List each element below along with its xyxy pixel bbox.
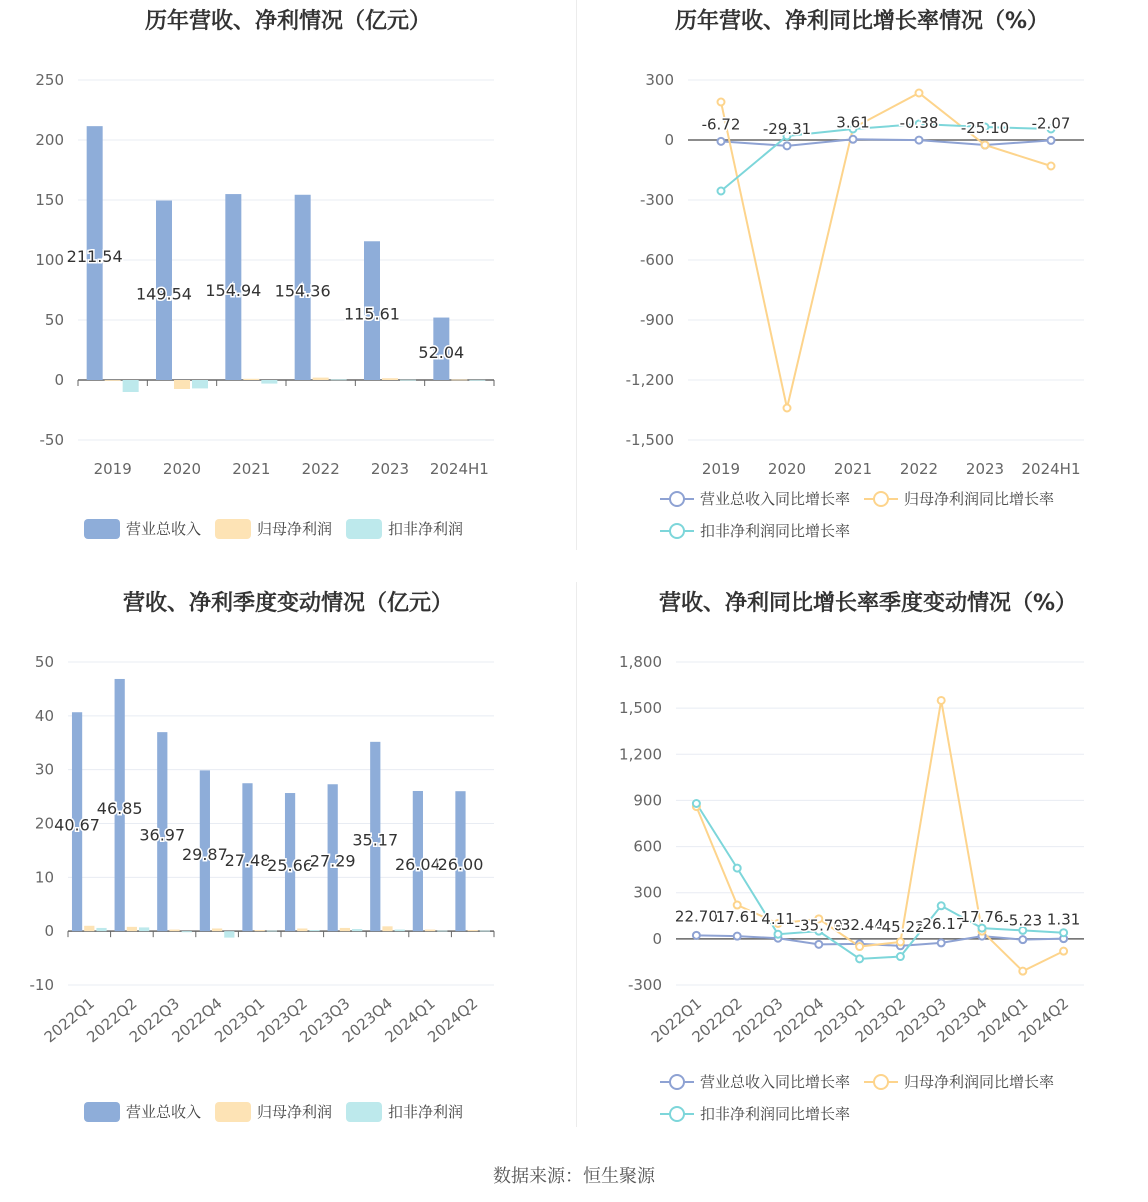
bar-net-profit (84, 926, 94, 931)
data-point-net-profit-growth (718, 99, 725, 106)
x-tick-label: 2024H1 (429, 460, 489, 478)
chart-title: 历年营收、净利同比增长率情况（%） (674, 9, 1050, 34)
bar-net-profit (105, 380, 121, 381)
bar-net-profit (255, 930, 265, 931)
legend-swatch-net-profit (215, 519, 251, 539)
data-point-revenue-growth (1019, 936, 1026, 943)
legend-item-net-profit-growth[interactable] (864, 1071, 1054, 1092)
legend-swatch-revenue (84, 1102, 120, 1122)
x-tick-label: 2023Q3 (296, 994, 354, 1047)
y-tick-label: 150 (35, 191, 64, 209)
y-tick-label: -900 (639, 311, 674, 329)
bar-net-profit (297, 928, 307, 931)
x-tick-label: 2021 (232, 460, 271, 478)
bar-deducted-profit (480, 931, 490, 932)
legend-label: 营业总收入同比增长率 (700, 1073, 851, 1091)
data-label: 25.66 (267, 856, 313, 876)
legend-label: 归母净利润同比增长率 (904, 490, 1055, 508)
data-label: 115.61 (344, 304, 400, 324)
y-tick-label: 1,200 (619, 745, 662, 764)
bar-net-profit (468, 930, 478, 931)
bar-net-profit (382, 378, 398, 380)
data-label: -32.44 (835, 915, 884, 934)
bar-deducted-profit (139, 927, 149, 931)
x-tick-label: 2024Q2 (1014, 994, 1073, 1047)
bar-deducted-profit (96, 928, 106, 931)
data-label: 27.48 (224, 851, 271, 871)
legend-item-net-profit-growth[interactable] (864, 488, 1054, 509)
y-tick-label: 40 (34, 706, 54, 725)
x-tick-label: 2019 (93, 460, 132, 478)
data-label: -45.22 (876, 917, 925, 936)
data-label: -29.31 (762, 119, 812, 138)
bar-deducted-profit (267, 931, 277, 932)
legend-label: 归母净利润 (257, 1103, 333, 1121)
y-tick-label: 0 (44, 922, 54, 941)
legend (84, 1101, 477, 1122)
x-tick-label: 2019 (701, 460, 741, 478)
legend-symbol-revenue-growth (660, 1072, 694, 1092)
data-label: 149.54 (136, 284, 192, 304)
y-tick-label: 1,500 (619, 699, 662, 718)
y-tick-label: -300 (639, 191, 674, 209)
data-point-net-profit-growth (916, 90, 923, 97)
annual-growth-panel (576, 0, 1148, 560)
x-tick-label: 2024Q2 (424, 994, 482, 1047)
y-tick-label: 250 (35, 71, 64, 89)
legend-label: 扣非净利润同比增长率 (700, 522, 851, 540)
y-tick-label: -1,500 (625, 431, 674, 449)
legend-label: 营业总收入同比增长率 (700, 490, 851, 508)
legend-label: 扣非净利润 (388, 1103, 464, 1121)
y-tick-label: 50 (44, 311, 64, 329)
legend-symbol-deducted-growth (660, 1104, 694, 1124)
x-tick-label: 2023Q2 (851, 994, 909, 1047)
data-point-net-profit-growth (982, 142, 989, 149)
data-point-net-profit-growth (856, 943, 863, 950)
data-point-revenue-growth (938, 939, 945, 946)
legend-swatch-deducted-profit (346, 519, 382, 539)
x-tick-label: 2022Q2 (688, 994, 746, 1047)
x-tick-label: 2023Q2 (253, 994, 311, 1047)
bar-deducted-profit (192, 380, 208, 388)
data-label: -2.07 (1031, 114, 1071, 133)
data-label: 17.76 (960, 908, 1004, 927)
data-point-net-profit-growth (1019, 968, 1026, 975)
legend-label: 归母净利润 (257, 520, 333, 538)
y-tick-label: -300 (627, 976, 662, 994)
data-point-deducted-growth (856, 955, 863, 962)
legend (660, 1071, 1120, 1124)
x-tick-label: 2020 (767, 460, 807, 478)
data-label: 3.61 (836, 113, 870, 132)
quarterly-values-chart (0, 632, 576, 1132)
legend-label: 营业总收入 (126, 520, 202, 538)
y-tick-label: -50 (39, 431, 64, 449)
bar-deducted-profit (395, 930, 405, 932)
data-label: 40.67 (54, 815, 100, 835)
y-tick-label: 0 (652, 929, 662, 948)
y-tick-label: 300 (645, 71, 674, 89)
x-tick-label: 2024Q1 (974, 994, 1032, 1047)
x-tick-label: 2022Q1 (647, 994, 705, 1047)
bar-deducted-profit (352, 929, 362, 931)
data-point-revenue-growth (734, 933, 741, 940)
quarterly-values-panel (0, 582, 576, 1142)
y-tick-label: 300 (633, 883, 662, 902)
bar-net-profit (313, 378, 329, 380)
legend-label: 扣非净利润同比增长率 (700, 1105, 851, 1123)
legend-swatch-net-profit (215, 1102, 251, 1122)
x-tick-label: 2024Q1 (381, 994, 439, 1047)
legend-symbol-net-profit-growth (864, 489, 898, 509)
x-tick-label: 2021 (833, 460, 873, 478)
x-tick-label: 2022 (301, 460, 340, 478)
bar-deducted-profit (400, 380, 416, 381)
data-label: 46.85 (96, 799, 143, 819)
data-point-revenue-growth (784, 142, 791, 149)
y-tick-label: 0 (664, 131, 674, 149)
x-tick-label: 2023 (965, 460, 1005, 478)
data-label: 1.31 (1046, 910, 1081, 929)
data-point-revenue-growth (718, 138, 725, 145)
legend-symbol-deducted-growth (660, 521, 694, 541)
chart-title: 历年营收、净利情况（亿元） (144, 9, 431, 34)
data-label: 22.70 (674, 907, 718, 926)
bar-net-profit (425, 930, 435, 932)
x-tick-label: 2022Q4 (168, 994, 226, 1047)
bar-net-profit (212, 928, 222, 931)
data-point-deducted-growth (693, 800, 700, 807)
data-point-deducted-growth (775, 931, 782, 938)
x-tick-label: 2024H1 (1021, 460, 1081, 478)
x-tick-label: 2020 (162, 460, 202, 478)
quarterly-growth-panel (576, 582, 1148, 1142)
data-label: 36.97 (139, 825, 186, 845)
data-label: 211.54 (66, 247, 123, 267)
data-label: -35.70 (794, 916, 843, 935)
bar-deducted-profit (309, 930, 319, 931)
data-point-deducted-growth (938, 902, 945, 909)
data-label: -6.72 (701, 115, 741, 134)
legend-item-deducted-profit[interactable] (346, 518, 463, 539)
legend-item-net-profit[interactable] (215, 1101, 332, 1122)
legend-swatch-deducted-profit (346, 1102, 382, 1122)
bar-net-profit (340, 928, 350, 931)
data-label: 17.61 (715, 908, 759, 927)
data-label: 29.87 (181, 844, 228, 864)
legend-swatch-revenue (84, 519, 120, 539)
x-tick-label: 2022Q4 (770, 994, 828, 1047)
data-label: -26.17 (917, 914, 966, 933)
y-tick-label: 30 (34, 760, 54, 779)
data-point-net-profit-growth (1048, 163, 1055, 170)
data-point-deducted-growth (897, 953, 904, 960)
legend-item-deducted-growth[interactable] (660, 1103, 850, 1124)
data-label: 52.04 (418, 342, 465, 362)
y-tick-label: 600 (633, 837, 662, 856)
legend-symbol-revenue-growth (660, 489, 694, 509)
x-tick-label: 2022Q1 (40, 994, 98, 1047)
bar-deducted-profit (437, 931, 447, 932)
legend-item-revenue[interactable] (84, 1101, 201, 1122)
data-point-revenue-growth (916, 137, 923, 144)
data-point-net-profit-growth (897, 938, 904, 945)
legend (660, 488, 1120, 541)
y-tick-label: 200 (35, 131, 64, 149)
bar-deducted-profit (261, 380, 277, 384)
bar-net-profit (169, 930, 179, 932)
data-point-net-profit-growth (1060, 948, 1067, 955)
legend-item-deducted-profit[interactable] (346, 1101, 463, 1122)
data-label: 26.00 (437, 855, 484, 875)
data-point-revenue-growth (850, 136, 857, 143)
data-label: 27.29 (309, 851, 356, 871)
data-point-revenue-growth (693, 932, 700, 939)
x-tick-label: 2023Q4 (933, 994, 991, 1047)
legend-label: 营业总收入 (126, 1103, 202, 1121)
data-point-revenue-growth (1048, 137, 1055, 144)
y-tick-label: 20 (34, 814, 54, 833)
bar-deducted-profit (331, 379, 347, 380)
data-point-net-profit-growth (784, 405, 791, 412)
chart-title: 营收、净利季度变动情况（亿元） (122, 591, 453, 616)
quarterly-growth-chart (576, 632, 1148, 1102)
y-tick-label: 0 (54, 371, 64, 389)
bar-net-profit (243, 379, 259, 380)
data-source-note: 数据来源：恒生聚源 (493, 1166, 655, 1187)
legend-item-revenue[interactable] (84, 518, 201, 539)
data-label: 154.36 (274, 281, 331, 301)
data-point-deducted-growth (734, 865, 741, 872)
legend-item-deducted-growth[interactable] (660, 520, 850, 541)
data-label: 35.17 (352, 830, 399, 850)
x-tick-label: 2022Q3 (125, 994, 184, 1047)
bar-net-profit (174, 380, 190, 389)
data-label: 4.11 (761, 910, 795, 929)
y-tick-label: -1,200 (625, 371, 674, 389)
y-tick-label: 1,800 (619, 653, 662, 671)
y-tick-label: 900 (633, 791, 662, 810)
data-label: 154.94 (205, 281, 262, 301)
y-tick-label: -10 (29, 976, 54, 994)
legend (84, 518, 477, 539)
x-tick-label: 2022Q2 (83, 994, 141, 1047)
bar-deducted-profit (182, 931, 192, 932)
y-tick-label: 100 (35, 251, 64, 269)
x-tick-label: 2023Q1 (810, 994, 869, 1047)
annual-values-panel (0, 0, 576, 560)
annual-values-chart (0, 50, 576, 540)
bar-deducted-profit (224, 931, 234, 937)
bar-deducted-profit (469, 380, 485, 381)
data-label: -25.10 (960, 119, 1010, 138)
x-tick-label: 2023Q3 (892, 994, 950, 1047)
data-point-net-profit-growth (938, 697, 945, 704)
data-point-revenue-growth (815, 941, 822, 948)
bar-net-profit (451, 380, 467, 381)
legend-label: 归母净利润同比增长率 (904, 1073, 1055, 1091)
bar-net-profit (127, 927, 137, 931)
y-tick-label: 10 (34, 868, 54, 887)
legend-item-revenue-growth[interactable] (660, 1071, 850, 1092)
x-tick-label: 2022Q3 (729, 994, 787, 1047)
data-point-deducted-growth (1060, 929, 1067, 936)
bar-deducted-profit (123, 380, 139, 392)
y-tick-label: 50 (34, 653, 54, 671)
legend-label: 扣非净利润 (388, 520, 464, 538)
legend-item-revenue-growth[interactable] (660, 488, 850, 509)
legend-item-net-profit[interactable] (215, 518, 332, 539)
x-tick-label: 2022 (899, 460, 939, 478)
x-tick-label: 2023 (370, 460, 410, 478)
legend-symbol-net-profit-growth (864, 1072, 898, 1092)
data-label: -5.23 (1003, 911, 1043, 930)
y-tick-label: -600 (639, 251, 674, 269)
x-tick-label: 2023Q1 (211, 994, 269, 1047)
data-point-deducted-growth (718, 188, 725, 195)
annual-growth-chart (576, 50, 1148, 490)
x-tick-label: 2023Q4 (338, 994, 397, 1047)
bar-net-profit (382, 926, 392, 931)
chart-title: 营收、净利同比增长率季度变动情况（%） (658, 591, 1078, 616)
data-label: 26.04 (394, 855, 441, 875)
data-label: -0.38 (899, 114, 939, 133)
